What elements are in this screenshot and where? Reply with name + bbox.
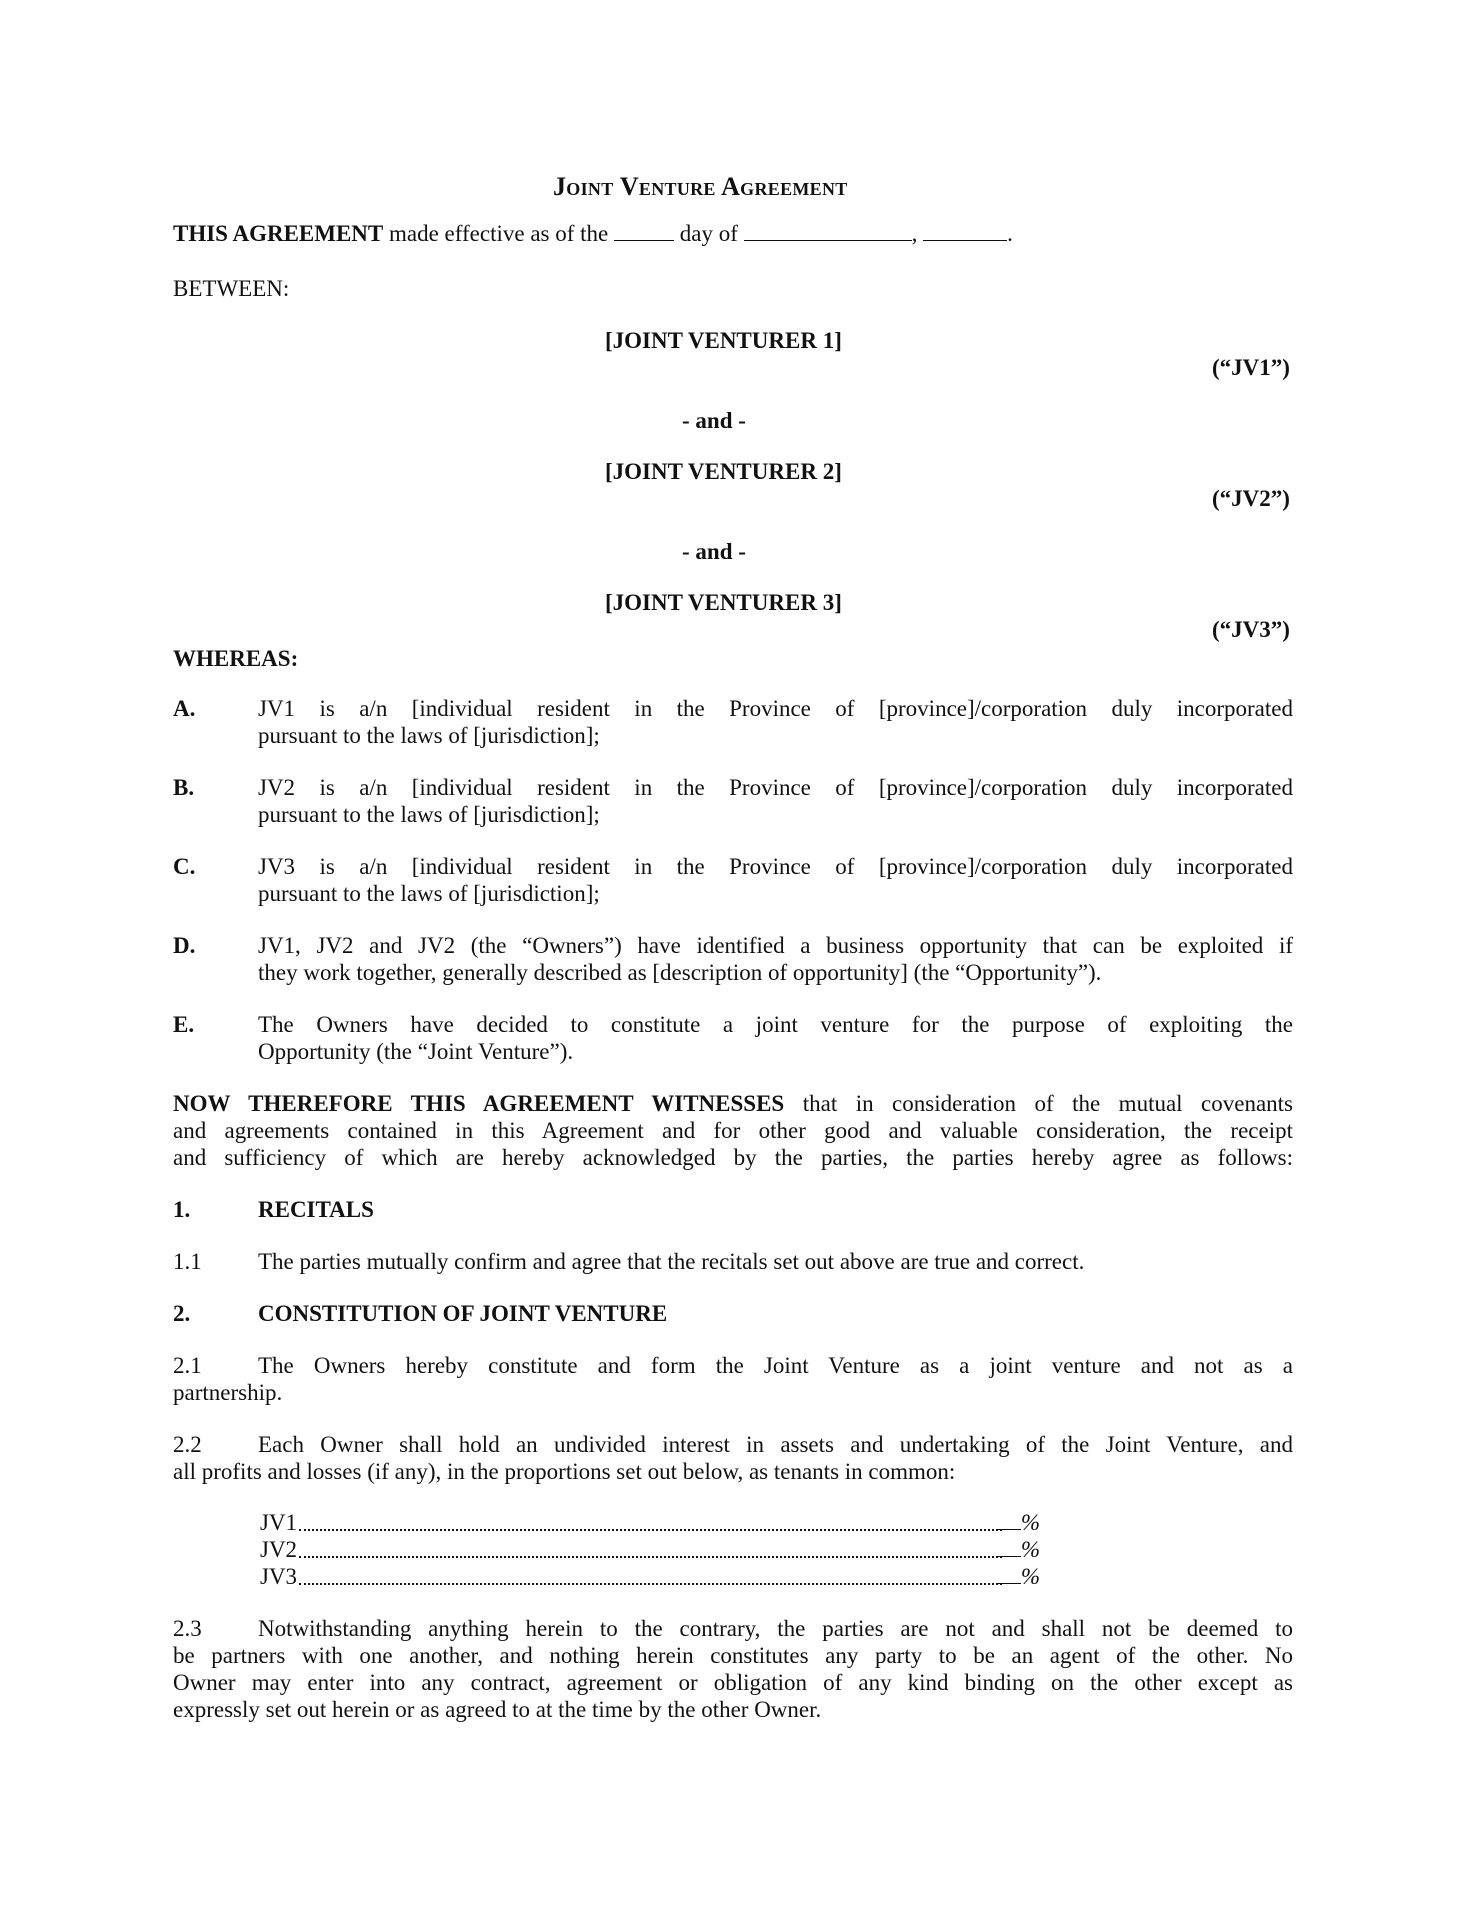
proportion-label: JV3 xyxy=(260,1564,298,1589)
recital-text: JV1, JV2 and JV2 (the “Owners”) have identified a business opportunity that can be exploited if xyxy=(258,933,1293,958)
intro-lead: THIS AGREEMENT xyxy=(173,221,384,246)
proportion-row xyxy=(260,1509,1040,1536)
party-3-short: (“JV3”) xyxy=(1212,617,1290,642)
party-1-short: (“JV1”) xyxy=(1212,355,1290,380)
clause-text: The Owners hereby constitute and form the Joint Venture as a joint venture and not as a xyxy=(258,1353,1293,1378)
recital-letter: B. xyxy=(173,775,195,800)
recital-text: pursuant to the laws of [jurisdiction]; xyxy=(258,881,600,906)
percent-sign: % xyxy=(1020,1564,1040,1589)
percent-sign: % xyxy=(1020,1537,1040,1562)
clause-text: be partners with one another, and nothing herein constitutes any party to be an agent of the other. No xyxy=(173,1643,1293,1668)
section-heading: CONSTITUTION OF JOINT VENTURE xyxy=(258,1301,668,1326)
dot-leader xyxy=(299,1583,1002,1585)
clause-text: Notwithstanding anything herein to the contrary, the parties are not and shall not be deemed to xyxy=(258,1616,1293,1641)
section-number: 1. xyxy=(173,1197,191,1222)
clause-number: 2.1 xyxy=(173,1353,202,1378)
page-title: Joint Venture Agreement xyxy=(553,172,848,201)
whereas-label: WHEREAS: xyxy=(173,646,299,671)
clause-text: all profits and losses (if any), in the proportions set out below, as tenants in common: xyxy=(173,1459,956,1484)
recital-text: Opportunity (the “Joint Venture”). xyxy=(258,1039,574,1064)
recital-text: pursuant to the laws of [jurisdiction]; xyxy=(258,723,600,748)
recital-text: they work together, generally described as [description of opportunity] (the “Opportunity”). xyxy=(258,960,1102,985)
party-2-name: [JOINT VENTURER 2] xyxy=(605,459,842,484)
dot-leader xyxy=(299,1529,1002,1531)
witnesses-line-2: and agreements contained in this Agreement and for other good and valuable consideration, the receipt xyxy=(173,1118,1293,1143)
party-1-name: [JOINT VENTURER 1] xyxy=(605,328,842,353)
recital-letter: D. xyxy=(173,933,196,958)
recital-text: JV3 is a/n [individual resident in the Province of [province]/corporation duly incorporated xyxy=(258,854,1293,879)
clause-text: expressly set out herein or as agreed to at the time by the other Owner. xyxy=(173,1697,822,1722)
clause-text: Owner may enter into any contract, agreement or obligation of any kind binding on the other except as xyxy=(173,1670,1293,1695)
proportion-row xyxy=(260,1536,1040,1563)
percent-field xyxy=(997,1536,1040,1563)
clause-number: 2.2 xyxy=(173,1432,202,1457)
recital-text: The Owners have decided to constitute a joint venture for the purpose of exploiting the xyxy=(258,1012,1293,1037)
recital-letter: A. xyxy=(173,696,196,721)
intro-text-2: day of xyxy=(674,221,744,246)
recital-letter: C. xyxy=(173,854,196,879)
clause-text: partnership. xyxy=(173,1380,283,1405)
intro-text-1: made effective as of the xyxy=(383,221,614,246)
between-label: BETWEEN: xyxy=(173,276,290,301)
day-blank xyxy=(614,222,674,241)
percent-field xyxy=(997,1509,1040,1536)
party-3-name: [JOINT VENTURER 3] xyxy=(605,590,842,615)
clause-text: Each Owner shall hold an undivided interest in assets and undertaking of the Joint Venture, and xyxy=(258,1432,1293,1457)
recital-text: JV2 is a/n [individual resident in the Province of [province]/corporation duly incorporated xyxy=(258,775,1293,800)
percent-sign: % xyxy=(1020,1510,1040,1535)
clause-number: 1.1 xyxy=(173,1249,202,1274)
proportion-label: JV1 xyxy=(260,1510,298,1535)
recital-text: JV1 is a/n [individual resident in the Province of [province]/corporation duly incorporated xyxy=(258,696,1293,721)
recital-letter: E. xyxy=(173,1012,195,1037)
clause-number: 2.3 xyxy=(173,1616,202,1641)
section-heading: RECITALS xyxy=(258,1197,374,1222)
witnesses-line-1 xyxy=(173,1090,1293,1117)
intro-line xyxy=(173,220,1013,247)
month-blank xyxy=(744,222,912,241)
and-separator: - and - xyxy=(682,539,746,564)
intro-sep: , xyxy=(911,221,918,246)
dot-leader xyxy=(299,1556,1002,1558)
proportion-row xyxy=(260,1563,1040,1590)
party-2-short: (“JV2”) xyxy=(1212,486,1290,511)
witnesses-line-3: and sufficiency of which are hereby acknowledged by the parties, the parties hereby agree as follows: xyxy=(173,1145,1293,1170)
and-separator: - and - xyxy=(682,408,746,433)
witnesses-rest: that in consideration of the mutual covenants xyxy=(784,1091,1294,1116)
witnesses-lead: NOW THEREFORE THIS AGREEMENT WITNESSES xyxy=(173,1091,785,1116)
intro-end: . xyxy=(1007,221,1013,246)
clause-text: The parties mutually confirm and agree that the recitals set out above are true and correct. xyxy=(258,1249,1085,1274)
year-blank xyxy=(923,222,1007,241)
percent-field xyxy=(997,1563,1040,1590)
proportion-label: JV2 xyxy=(260,1537,298,1562)
section-number: 2. xyxy=(173,1301,191,1326)
recital-text: pursuant to the laws of [jurisdiction]; xyxy=(258,802,600,827)
